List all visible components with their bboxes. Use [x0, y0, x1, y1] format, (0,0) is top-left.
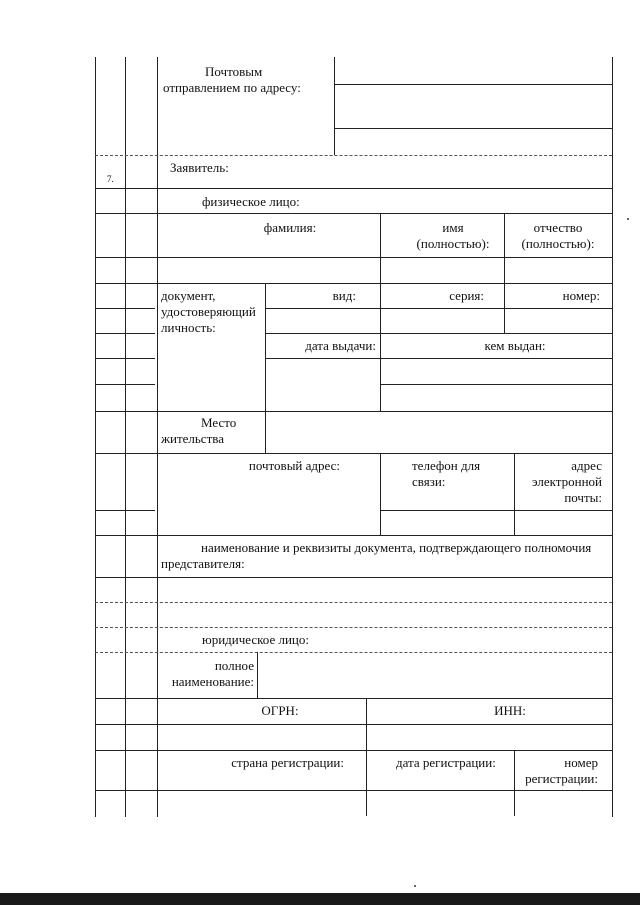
residence-label: Место жительства	[161, 415, 237, 446]
line-724	[95, 724, 612, 725]
doc-number-label: номер:	[562, 288, 600, 303]
line-257	[95, 257, 612, 258]
line-333b	[265, 333, 612, 334]
line-698	[95, 698, 612, 699]
doc-series-label: серия:	[449, 288, 484, 303]
line-535	[95, 535, 612, 536]
legal-entity-label: юридическое лицо:	[202, 632, 309, 647]
postal-address-label: почтовый адрес:	[248, 458, 340, 473]
inn-label: ИНН:	[494, 703, 526, 718]
line-577	[95, 577, 612, 578]
col-divider-2	[157, 57, 158, 817]
id-doc-label: документ, удостоверяющий личность:	[161, 288, 256, 335]
addr-divider-1	[380, 453, 381, 535]
addr-divider-2	[514, 453, 515, 535]
residence-divider	[265, 411, 266, 453]
ogrn-divider	[366, 698, 367, 816]
name-divider-2	[504, 213, 505, 283]
scan-bottom-edge	[0, 893, 640, 905]
reg-number-label: номер регистрации:	[525, 755, 598, 786]
applicant-label: Заявитель:	[170, 160, 229, 175]
representative-doc-label: наименование и реквизиты документа, подтверждающего полномочия представителя:	[161, 540, 592, 571]
line-358	[95, 358, 155, 359]
id-doc-divider	[265, 283, 266, 411]
mail-label: Почтовым отправлением по адресу:	[163, 64, 301, 95]
doc-col-divider-1	[380, 283, 381, 411]
right-border	[612, 57, 613, 817]
line-384b	[380, 384, 612, 385]
line-333	[95, 333, 155, 334]
line-358b	[265, 358, 612, 359]
line-213	[95, 213, 612, 214]
line-308b	[265, 308, 612, 309]
left-border	[95, 57, 96, 817]
name-label: имя (полностью):	[416, 220, 490, 251]
reg-date-label: дата регистрации:	[396, 755, 496, 770]
doc-type-label: вид:	[332, 288, 356, 303]
mail-line-2	[334, 128, 612, 129]
patronymic-label: отчество (полностью):	[521, 220, 595, 251]
full-name-divider	[257, 652, 258, 698]
line-652	[95, 652, 612, 653]
line-411	[95, 411, 612, 412]
line-283	[95, 283, 612, 284]
line-750	[95, 750, 612, 751]
name-divider-1	[380, 213, 381, 283]
issue-date-label: дата выдачи:	[305, 338, 376, 353]
line-602	[95, 602, 612, 603]
ogrn-label: ОГРН:	[261, 703, 299, 718]
surname-label: фамилия:	[263, 220, 317, 235]
individual-label: физическое лицо:	[202, 194, 300, 209]
section7-top-line	[95, 155, 612, 156]
scan-mark	[414, 885, 416, 887]
line-790	[95, 790, 612, 791]
country-label: страна регистрации:	[231, 755, 344, 770]
phone-label: телефон для связи:	[412, 458, 481, 489]
section7-number: 7.	[107, 174, 114, 184]
scan-mark	[627, 218, 629, 220]
line-453	[95, 453, 612, 454]
email-label: адрес электронной почты:	[532, 458, 602, 505]
issued-by-label: кем выдан:	[484, 338, 546, 353]
line-627	[95, 627, 612, 628]
line-384	[95, 384, 155, 385]
line-308	[95, 308, 155, 309]
line-510b	[380, 510, 612, 511]
reg-divider	[514, 750, 515, 816]
full-name-label: полное наименование:	[171, 658, 254, 689]
mail-line-1	[334, 84, 612, 85]
line-188	[95, 188, 612, 189]
line-510	[95, 510, 155, 511]
mail-divider	[334, 57, 335, 155]
col-divider-1	[125, 57, 126, 817]
